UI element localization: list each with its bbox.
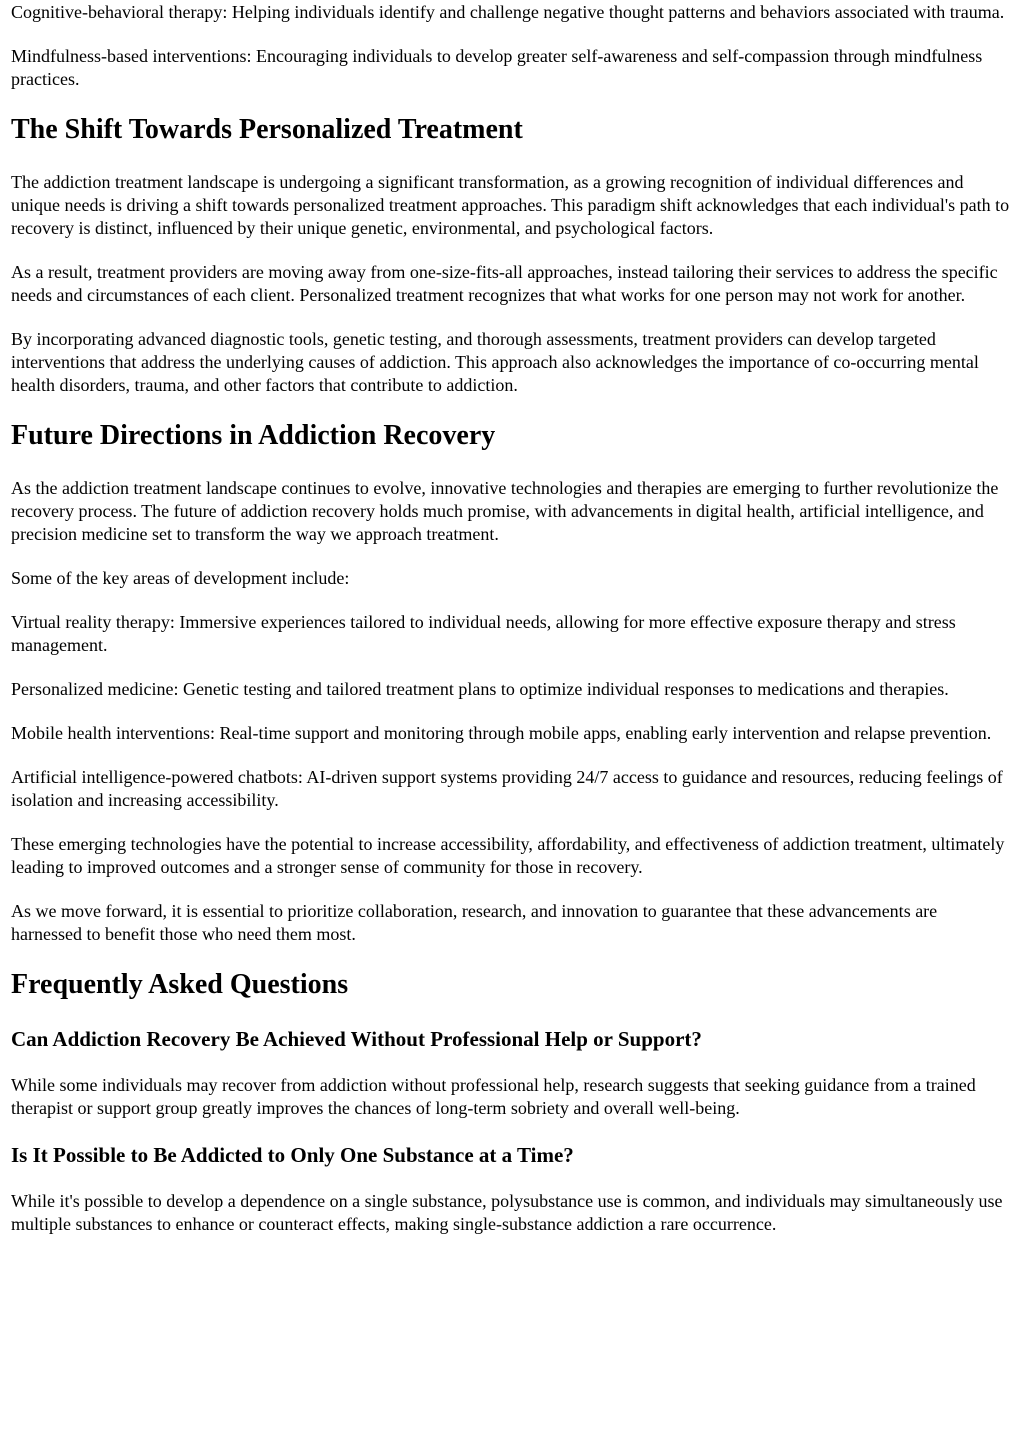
intro-paragraph: Cognitive-behavioral therapy: Helping individuals identify and challenge negative thought patterns and behaviors associated with trauma. [11, 2, 1005, 22]
list-item-paragraph: Personalized medicine: Genetic testing and tailored treatment plans to optimize individual responses to medications and therapies. [11, 679, 949, 699]
body-paragraph: Some of the key areas of development include: [11, 568, 350, 588]
faq-question: Is It Possible to Be Addicted to Only One Substance at a Time? [11, 1143, 574, 1167]
article-page [0, 1, 1024, 1236]
body-paragraph: These emerging technologies have the potential to increase accessibility, affordability, and effectiveness of addiction treatment, ultimately leading to improved outcomes and a stronger sense of community for those in recovery. [11, 834, 1005, 877]
faq-answer: While it's possible to develop a dependence on a single substance, polysubstance use is common, and individuals may simultaneously use multiple substances to enhance or counteract effects, making single-substance addiction a rare occurrence. [11, 1191, 1003, 1234]
intro-paragraph: Mindfulness-based interventions: Encouraging individuals to develop greater self-awareness and self-compassion through mindfulness practices. [11, 46, 983, 89]
body-paragraph: As the addiction treatment landscape continues to evolve, innovative technologies and therapies are emerging to further revolutionize the recovery process. The future of addiction recovery holds much promise, with advancements in digital health, artificial intelligence, and precision medicine set to transform the way we approach treatment. [11, 478, 999, 544]
section-heading: Future Directions in Addiction Recovery [11, 420, 496, 451]
list-item-paragraph: Virtual reality therapy: Immersive experiences tailored to individual needs, allowing for more effective exposure therapy and stress management. [11, 612, 956, 655]
body-paragraph: By incorporating advanced diagnostic tools, genetic testing, and thorough assessments, treatment providers can develop targeted interventions that address the underlying causes of addiction. This approach also acknowledges the importance of co-occurring mental health disorders, trauma, and other factors that contribute to addiction. [11, 329, 979, 395]
section-future-directions [11, 419, 1010, 946]
body-paragraph: As a result, treatment providers are moving away from one-size-fits-all approaches, instead tailoring their services to address the specific needs and circumstances of each client. Personalized treatment recognizes that what works for one person may not work for another. [11, 262, 998, 305]
section-heading: The Shift Towards Personalized Treatment [11, 114, 523, 145]
list-item-paragraph: Mobile health interventions: Real-time support and monitoring through mobile apps, enabling early intervention and relapse prevention. [11, 723, 992, 743]
faq-answer: While some individuals may recover from addiction without professional help, research suggests that seeking guidance from a trained therapist or support group greatly improves the chances of long-term sobriety and overall well-being. [11, 1075, 976, 1118]
body-paragraph: As we move forward, it is essential to prioritize collaboration, research, and innovation to guarantee that these advancements are harnessed to benefit those who need them most. [11, 901, 938, 944]
list-item-paragraph: Artificial intelligence-powered chatbots: AI-driven support systems providing 24/7 access to guidance and resources, reducing feelings of isolation and increasing accessibility. [11, 767, 1003, 810]
section-faq [11, 968, 1010, 1236]
section-personalized-treatment [11, 113, 1010, 397]
faq-question: Can Addiction Recovery Be Achieved Without Professional Help or Support? [11, 1027, 702, 1051]
section-heading: Frequently Asked Questions [11, 969, 349, 1000]
body-paragraph: The addiction treatment landscape is undergoing a significant transformation, as a growing recognition of individual differences and unique needs is driving a shift towards personalized treatment approaches. This paradigm shift acknowledges that each individual's path to recovery is distinct, influenced by their unique genetic, environmental, and psychological factors. [11, 172, 1010, 238]
